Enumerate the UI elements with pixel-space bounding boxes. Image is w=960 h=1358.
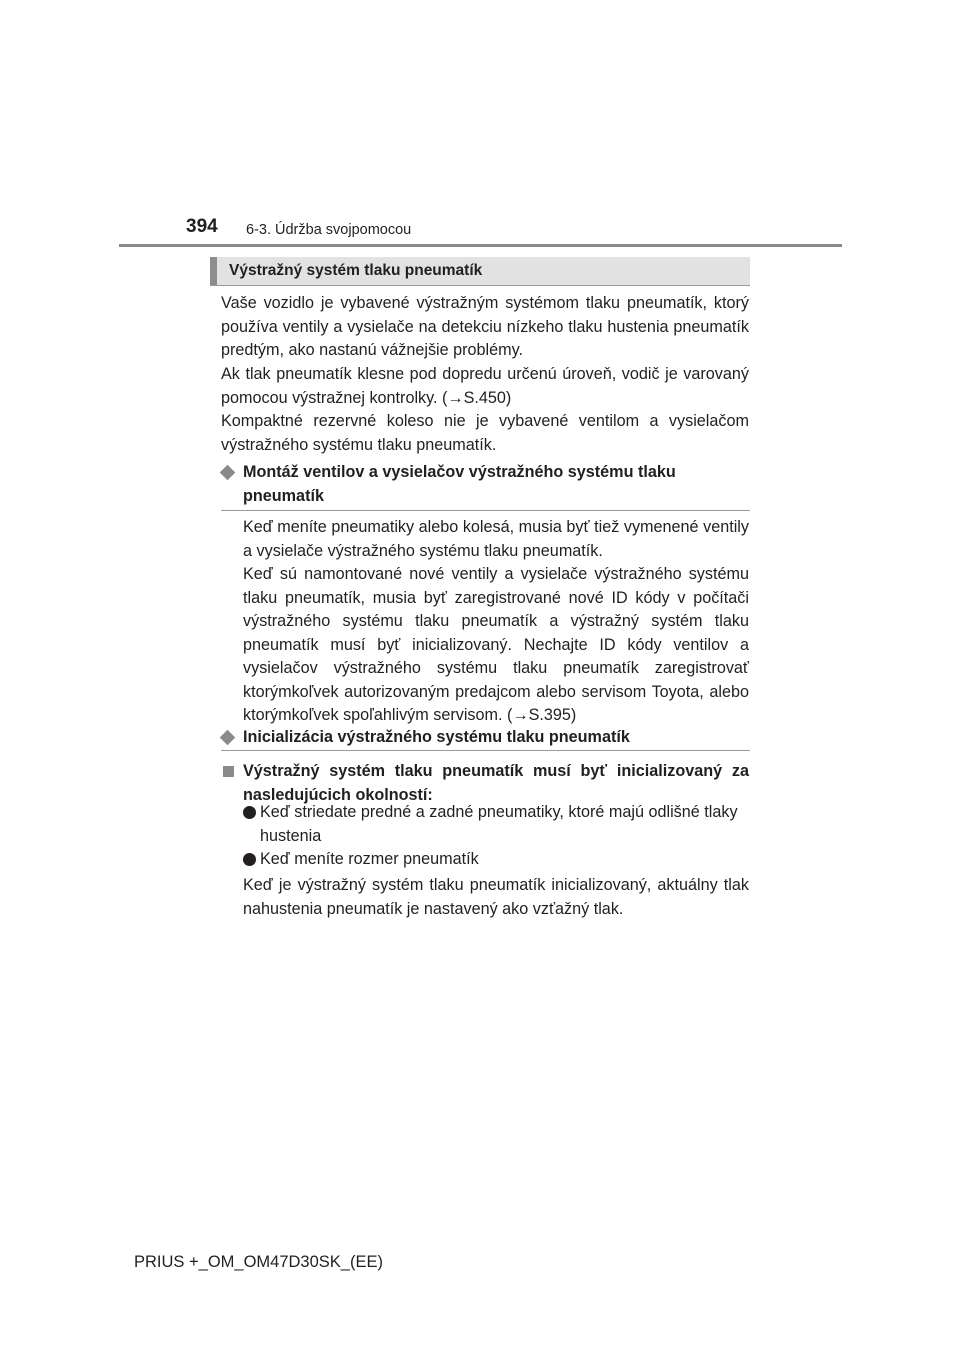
square-bullet-icon xyxy=(223,766,234,777)
page-number: 394 xyxy=(186,216,218,237)
mounting-paragraph-2: Keď sú namontované nové ventily a vysielače výstražného systému tlaku pneumatík, musia byť zaregistrované nové ID kódy v počítači výstražného systému tlaku pneumatík a výstražný systém tlaku pneumatík musí byť inicializovaný. Nechajte ID kódy ventilov a vysielačov výstražného systému tlaku pneumatík zaregistrovať ktorýmkoľvek autorizovaným predajcom alebo servisom Toyota, alebo ktorýmkoľvek spoľahlivým servisom. (→S.395) xyxy=(243,565,749,724)
list-item-text: Keď meníte rozmer pneumatík xyxy=(260,850,479,868)
header-divider xyxy=(119,244,842,247)
subsection-heading-text: Montáž ventilov a vysielačov výstražného systému tlaku pneumatík xyxy=(243,463,676,505)
conditions-heading-text: Výstražný systém tlaku pneumatík musí byť inicializovaný za nasledujúcich okolností: xyxy=(243,762,749,804)
list-item xyxy=(243,801,749,848)
initialization-note: Keď je výstražný systém tlaku pneumatík inicializovaný, aktuálny tlak nahustenia pneumatík je nastavený ako vzťažný tlak. xyxy=(243,876,749,918)
subsection-heading-mounting xyxy=(221,461,749,508)
intro-paragraph-3: Kompaktné rezervné koleso nie je vybavené ventilom a vysielačom výstražného systému tlaku pneumatík. xyxy=(221,412,749,454)
round-bullet-icon xyxy=(243,853,256,866)
round-bullet-icon xyxy=(243,806,256,819)
subsection-divider xyxy=(221,510,750,511)
subsection-heading-text: Inicializácia výstražného systému tlaku pneumatík xyxy=(243,728,630,746)
title-underline xyxy=(210,285,750,286)
mounting-paragraph-1: Keď meníte pneumatiky alebo kolesá, musia byť tiež vymenené ventily a vysielače výstražného systému tlaku pneumatík. xyxy=(243,518,749,560)
conditions-heading xyxy=(221,760,749,807)
section-path: 6-3. Údržba svojpomocou xyxy=(246,222,412,238)
list-item-text: Keď striedate predné a zadné pneumatiky, ktoré majú odlišné tlaky hustenia xyxy=(260,803,738,845)
document-code: PRIUS +_OM_OM47D30SK_(EE) xyxy=(134,1253,383,1271)
intro-paragraph-2: Ak tlak pneumatík klesne pod dopredu určenú úroveň, vodič je varovaný pomocou výstražnej kontrolky. (→S.450) xyxy=(221,365,749,407)
list-item xyxy=(243,848,749,872)
intro-paragraph-1: Vaše vozidlo je vybavené výstražným systémom tlaku pneumatík, ktorý používa ventily a vysielače na detekciu nízkeho tlaku hustenia pneumatík predtým, ako nastanú vážnejšie problémy. xyxy=(221,294,749,359)
diamond-bullet-icon xyxy=(220,465,236,481)
subsection-heading-initialization xyxy=(221,726,749,750)
section-title-box: Výstražný systém tlaku pneumatík xyxy=(210,257,750,285)
subsection-divider xyxy=(221,750,750,751)
diamond-bullet-icon xyxy=(220,730,236,746)
